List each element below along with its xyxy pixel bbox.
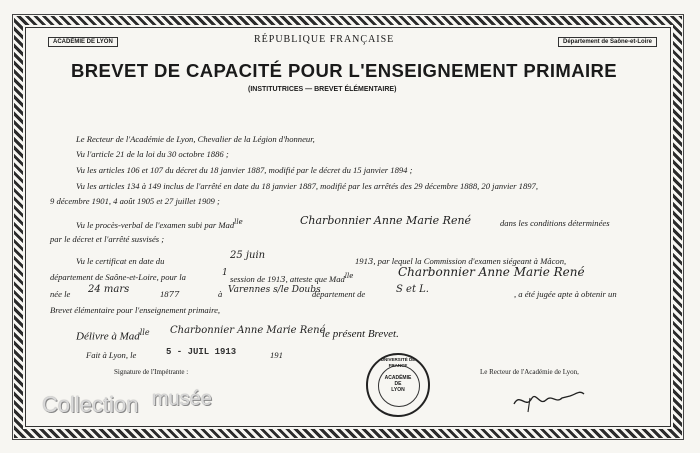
conditions-text: dans les conditions déterminées <box>500 218 610 228</box>
apte-text: , a été jugée apte à obtenir un <box>514 289 617 299</box>
proces-verbal-line: Vu le procès-verbal de l'examen subi par Mad$^{lle}$ <box>76 218 243 230</box>
universite-seal: UNIVERSITÉ DE FRANCE ACADÉMIE DE LYON <box>366 353 430 417</box>
birth-place-prefix: à <box>218 289 223 299</box>
handwritten-session: 1 <box>222 268 228 278</box>
departement-de-label: département de <box>312 289 366 299</box>
handwritten-delivre-name: Charbonnier Anne Marie René <box>170 325 326 336</box>
vu-decret-line: Vu les articles 106 et 107 du décret du 18 janvier 1887, modifié par le décret du 15 janvier 1894 ; <box>76 165 413 175</box>
present-brevet-text: le présent Brevet. <box>322 328 399 340</box>
departement-label: Département de Saône-et-Loire <box>558 37 657 47</box>
document-subtitle: (INSTITUTRICES — BREVET ÉLÉMENTAIRE) <box>248 86 397 93</box>
document-title: BREVET DE CAPACITÉ POUR L'ENSEIGNEMENT PRIMAIRE <box>71 60 618 81</box>
recteur-line: Le Recteur de l'Académie de Lyon, Chevalier de la Légion d'honneur, <box>76 134 315 144</box>
date-stamp: 5 - JUIL 1913 <box>166 347 237 357</box>
watermark-collection: Collection <box>42 392 139 417</box>
signature-impetrante-label: Signature de l'Impétrante : <box>114 368 189 376</box>
vu-loi-line: Vu l'article 21 de la loi du 30 octobre 1886 ; <box>76 149 229 159</box>
fait-year: 191 <box>270 350 283 360</box>
watermark-musee: musée <box>152 388 213 410</box>
signature-recteur-label: Le Recteur de l'Académie de Lyon, <box>480 368 579 376</box>
session-text: session de 1913, atteste que Mad$^{lle}$ <box>230 272 354 285</box>
handwritten-birth-day: 24 mars <box>88 284 130 295</box>
handwritten-birth-place: Varennes s/le Doubs <box>228 285 321 295</box>
handwritten-name: Charbonnier Anne Marie René <box>300 214 472 227</box>
birth-year: 1877 <box>160 289 180 300</box>
handwritten-cert-date: 25 juin <box>230 250 266 261</box>
vu-arrete-dates: 9 décembre 1901, 4 août 1905 et 27 juillet 1909 ; <box>50 196 220 206</box>
academie-label: ACADÉMIE DE LYON <box>48 37 118 47</box>
recteur-signature <box>510 386 590 416</box>
cert-year: 1913, par lequel la Commission d'examen siégeant à Mâcon, <box>355 256 567 267</box>
vu-arrete-line: Vu les articles 134 à 149 inclus de l'arrêté en date du 18 janvier 1887, modifié par les arrêtés des 29 décembre 1888, 20 janvier 1897, <box>76 181 539 191</box>
handwritten-dept: S et L. <box>396 284 429 295</box>
handwritten-name-2: Charbonnier Anne Marie René <box>398 265 585 279</box>
decret-arrete-line: par le décret et l'arrêté susvisés ; <box>50 234 165 244</box>
republic-heading: RÉPUBLIQUE FRANÇAISE <box>254 34 395 45</box>
fait-a-lyon-label: Fait à Lyon, le <box>86 350 137 360</box>
brevet-line: Brevet élémentaire pour l'enseignement primaire, <box>50 305 221 315</box>
departement-line: département de Saône-et-Loire, pour la <box>50 272 186 282</box>
delivre-line: Délivre à Mad$^{lle}$ <box>76 328 150 343</box>
certificat-line: Vu le certificat en date du <box>76 256 165 266</box>
nee-le-label: née le <box>50 289 71 299</box>
